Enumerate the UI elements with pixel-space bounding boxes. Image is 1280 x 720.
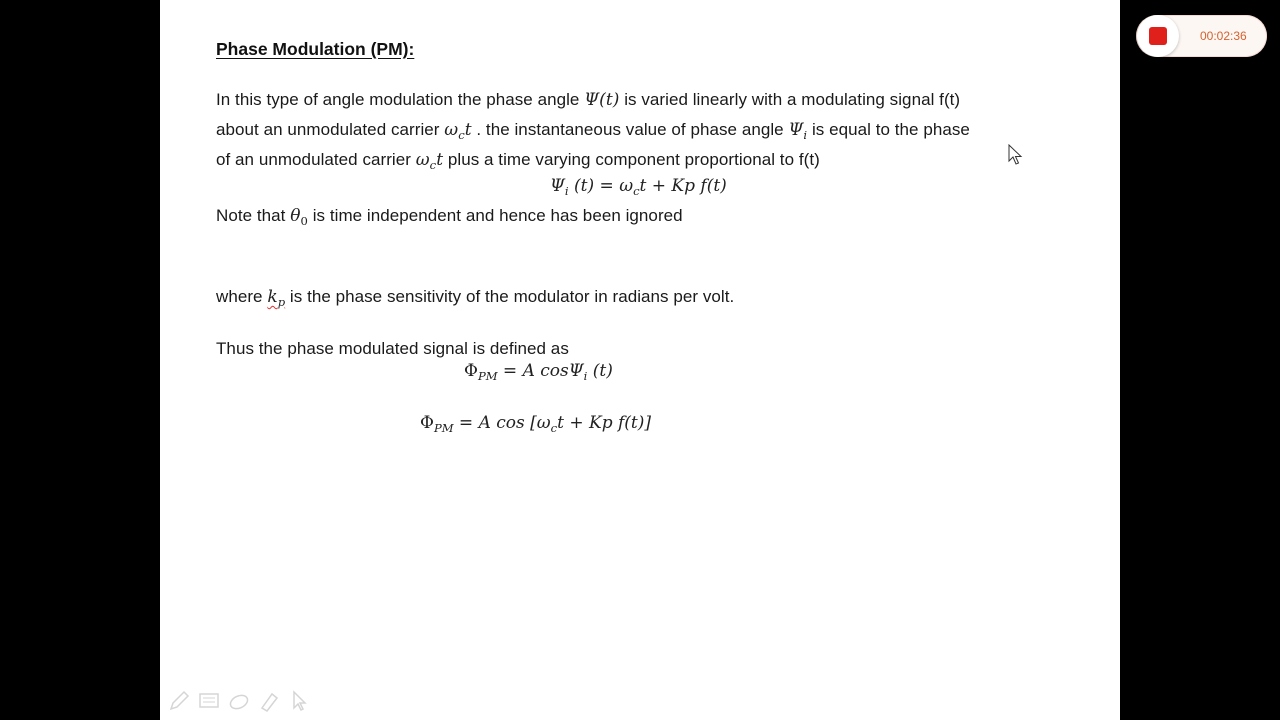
equation-instantaneous-phase — [550, 176, 727, 198]
psi-t-symbol: Ψ(t) — [584, 90, 620, 110]
theta-subscript: 0 — [300, 214, 308, 229]
paragraph-line-3 — [216, 150, 820, 172]
equation-pm-expanded — [420, 413, 651, 435]
stop-icon — [1149, 27, 1167, 45]
k-letter: k — [267, 287, 278, 307]
note-line — [216, 206, 683, 228]
eq-text: = A cos [ — [453, 413, 537, 433]
equation-pm-signal — [464, 361, 613, 383]
text-run: Note that — [216, 206, 291, 225]
omega-subscript: c — [429, 158, 437, 173]
text-run: where — [216, 287, 268, 306]
text-run: is equal to the phase — [807, 120, 970, 139]
text-run: plus a time varying component proportional to f(t) — [443, 150, 820, 169]
omega-subscript: c — [550, 421, 558, 436]
mouse-cursor-icon — [1008, 144, 1024, 166]
t-symbol: t — [464, 120, 472, 140]
recording-timer: 00:02:36 — [1200, 29, 1247, 43]
theta-symbol: θ — [290, 206, 301, 226]
slide-title: Phase Modulation (PM): — [216, 39, 415, 59]
stop-recording-button[interactable] — [1137, 15, 1179, 57]
pen-icon[interactable] — [166, 688, 192, 714]
phi-symbol: Φ — [420, 413, 434, 433]
phi-subscript: PM — [433, 421, 454, 436]
psi-subscript: i — [583, 369, 588, 384]
text-run: is varied linearly with a modulating signal f(t) — [619, 90, 961, 109]
pointer-icon[interactable] — [286, 688, 312, 714]
text-run: about an unmodulated carrier — [216, 120, 445, 139]
eq-text: (t) = — [568, 176, 620, 196]
t-symbol: t — [436, 150, 444, 170]
text-run: is time independent and hence has been ignored — [307, 206, 683, 225]
screen-recorder — [1136, 15, 1267, 57]
paragraph-line-1 — [216, 90, 960, 110]
omega-subscript: c — [633, 184, 640, 199]
omega-symbol: ω — [536, 413, 551, 433]
text-run: In this type of angle modulation the phase angle — [216, 90, 585, 109]
text-run: . the instantaneous value of phase angle — [471, 120, 789, 139]
omega-symbol: ω — [619, 176, 634, 196]
eq-text: t + Kp f(t) — [639, 176, 727, 196]
screen-icon[interactable] — [196, 688, 222, 714]
psi-symbol: Ψ — [550, 176, 565, 196]
phi-symbol: Φ — [464, 361, 478, 381]
eraser-icon[interactable] — [226, 688, 252, 714]
phi-subscript: PM — [477, 369, 498, 384]
kp-symbol — [267, 287, 286, 310]
omega-symbol: ω — [415, 150, 430, 170]
psi-symbol: Ψ — [568, 361, 584, 381]
omega-subscript: c — [458, 128, 465, 143]
text-run: of an unmodulated carrier — [216, 150, 416, 169]
where-line — [216, 287, 734, 309]
paragraph-line-2 — [216, 120, 970, 142]
thus-line: Thus the phase modulated signal is defined as — [216, 339, 569, 358]
text-run: is the phase sensitivity of the modulator in radians per volt. — [285, 287, 735, 306]
eq-text: (t) — [587, 361, 613, 381]
eq-text: = A cos — [497, 361, 569, 381]
omega-symbol: ω — [444, 120, 459, 140]
eq-text: t + Kp f(t)] — [557, 413, 652, 433]
kp-subscript: p — [277, 295, 286, 310]
psi-subscript: i — [803, 128, 808, 143]
psi-symbol: Ψ — [788, 120, 804, 140]
highlighter-icon[interactable] — [256, 688, 282, 714]
psi-subscript: i — [564, 184, 569, 199]
